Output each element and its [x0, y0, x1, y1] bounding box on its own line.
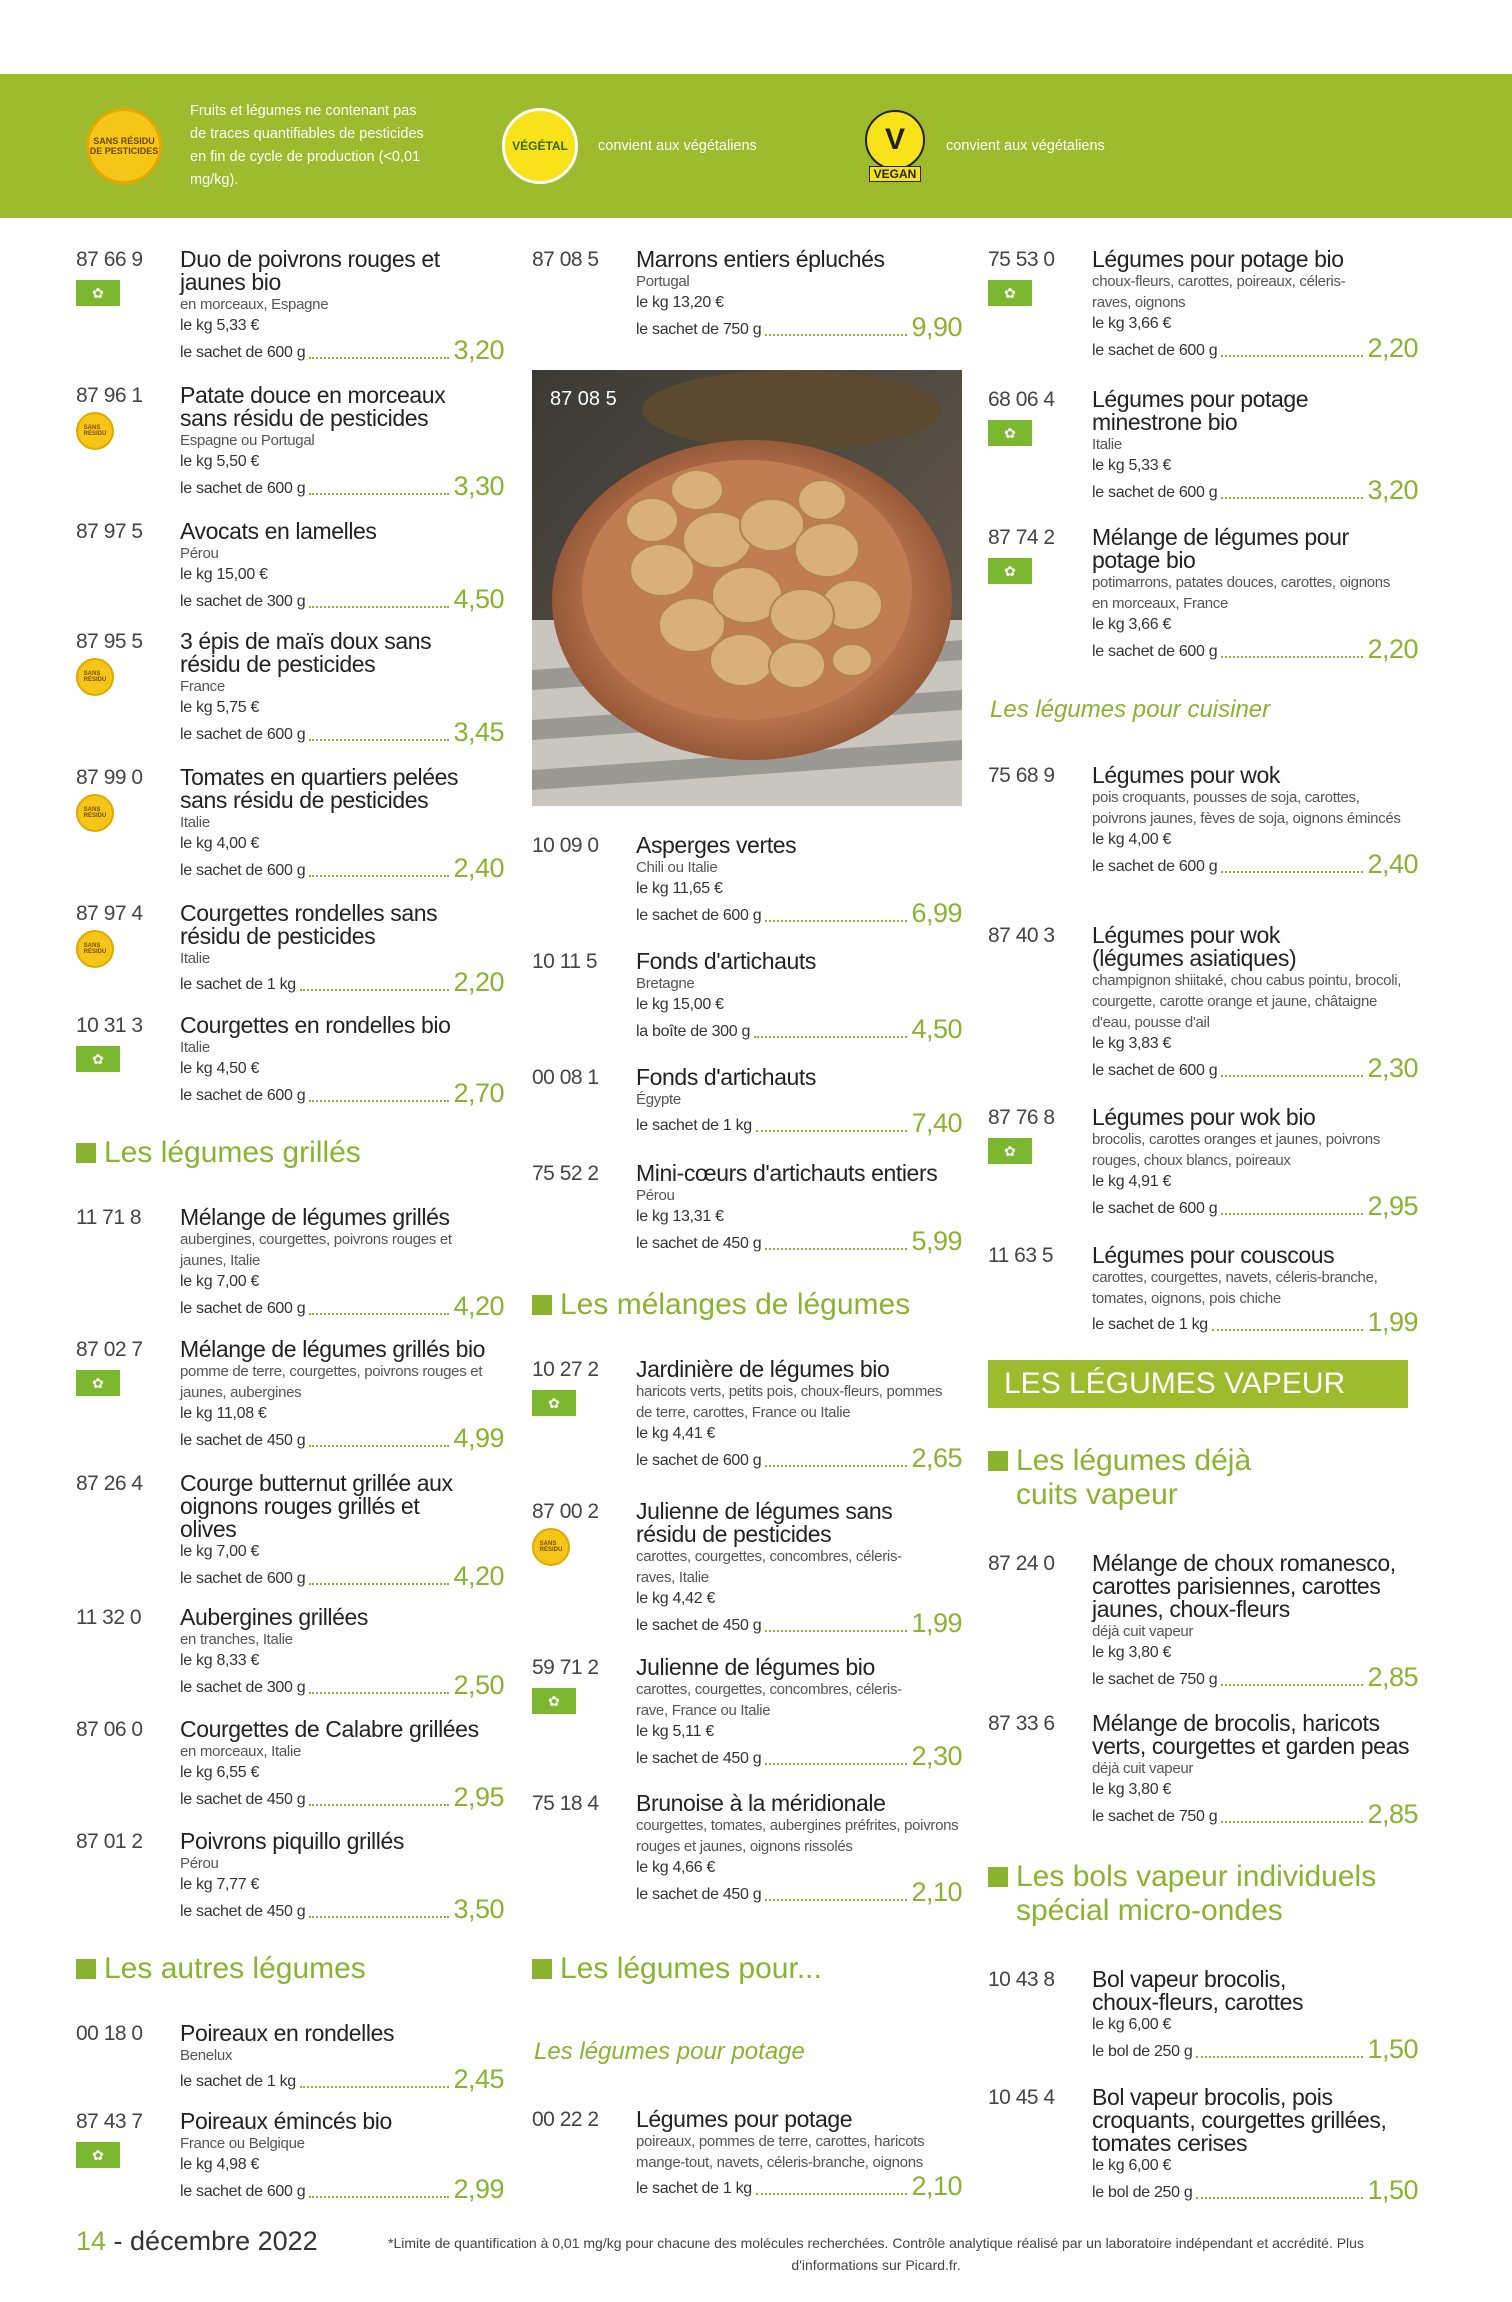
product-code: 10 09 0: [532, 834, 599, 857]
product-origin: Italie: [1092, 436, 1122, 453]
product-code: 00 18 0: [76, 2022, 143, 2045]
sans-residu-pesticides-icon: SANS RÉSIDU: [76, 794, 114, 832]
pack-size: le sachet de 750 g: [1092, 1808, 1218, 1825]
page-month: - décembre 2022: [106, 2226, 318, 2256]
price-row: [1092, 1664, 1418, 1691]
price-per-kg: le kg 4,41 €: [636, 1425, 716, 1442]
product-price: 2,99: [453, 2174, 504, 2204]
product-code: 10 43 8: [988, 1968, 1055, 1991]
product-code: 00 08 1: [532, 1066, 599, 1089]
price-per-kg: le kg 6,00 €: [1092, 2157, 1172, 2174]
vapeur-header: LES LÉGUMES VAPEUR: [988, 1360, 1408, 1408]
product-price: 2,10: [911, 2171, 962, 2201]
product-name: Poireaux émincés bio: [180, 2108, 392, 2134]
vegan-v-circle: V: [865, 110, 925, 170]
product-name: Aubergines grillées: [180, 1604, 369, 1630]
product-code: 11 71 8: [76, 1206, 142, 1229]
product-origin: courgettes, tomates, aubergines préfrites, poivrons rouges et jaunes, oignons rissolés: [636, 1817, 959, 1855]
product-price: 4,99: [453, 1423, 504, 1453]
product-price: 2,20: [1367, 634, 1418, 664]
pack-size: la boîte de 300 g: [636, 1023, 751, 1040]
product-name: Mélange de légumes grillés: [180, 1204, 450, 1230]
price-row: [636, 900, 962, 927]
product-code: 87 00 2: [532, 1500, 599, 1523]
price-row: [636, 1879, 962, 1906]
bio-leaf-icon: ✿: [532, 1390, 576, 1416]
product-code: 87 95 5: [76, 630, 143, 653]
product-price: 2,30: [911, 1741, 962, 1771]
sans-residu-pesticides-icon: SANS RÉSIDU: [76, 930, 114, 968]
product-price: 7,40: [911, 1108, 962, 1138]
pack-size: le sachet de 450 g: [636, 1750, 762, 1767]
vegan-label: VEGAN: [869, 166, 922, 182]
chestnuts-photo: [532, 370, 962, 806]
pack-size: le sachet de 450 g: [180, 1903, 306, 1920]
price-per-kg: le kg 4,00 €: [1092, 831, 1172, 848]
product-name: Tomates en quartiers pelées sans résidu de pesticides: [180, 764, 459, 813]
product-code: 10 11 5: [532, 950, 598, 973]
pack-size: le sachet de 450 g: [636, 1235, 762, 1252]
pack-size: le sachet de 600 g: [1092, 643, 1218, 660]
price-per-kg: le kg 5,33 €: [180, 317, 260, 334]
product-code: 87 24 0: [988, 1552, 1055, 1575]
product-code: 10 45 4: [988, 2086, 1055, 2109]
product-price: 1,50: [1367, 2175, 1418, 2205]
product-code: 87 66 9: [76, 248, 143, 271]
product-name: Avocats en lamelles: [180, 518, 377, 544]
price-per-kg: le kg 4,91 €: [1092, 1173, 1172, 1190]
price-per-kg: le kg 15,00 €: [180, 566, 268, 583]
product-name: Jardinière de légumes bio: [636, 1356, 890, 1382]
price-row: [636, 2173, 962, 2200]
page-number: 14: [76, 2226, 107, 2256]
product-origin: aubergines, courgettes, poivrons rouges et jaunes, Italie: [180, 1231, 452, 1269]
price-row: [636, 1110, 962, 1137]
product-origin: Pérou: [636, 1187, 675, 1204]
vegetal-legend-text: convient aux végétaliens: [598, 137, 757, 154]
pack-size: le sachet de 450 g: [180, 1432, 306, 1449]
product-name: Légumes pour potage: [636, 2106, 853, 2132]
seal-text: SANS RÉSIDU DE PESTICIDES: [89, 136, 159, 156]
product-code: 87 96 1: [76, 384, 143, 407]
price-row: [1092, 477, 1418, 504]
price-row: [636, 1228, 962, 1255]
product-price: 2,20: [453, 967, 504, 997]
price-row: [180, 586, 504, 613]
product-origin: Chili ou Italie: [636, 859, 718, 876]
price-per-kg: le kg 5,11 €: [636, 1723, 714, 1740]
pack-size: le sachet de 1 kg: [180, 976, 296, 993]
pack-size: le sachet de 1 kg: [636, 1117, 752, 1134]
product-code: 87 97 5: [76, 520, 143, 543]
product-code: 75 52 2: [532, 1162, 599, 1185]
product-name: Patate douce en morceaux sans résidu de pesticides: [180, 382, 446, 431]
price-per-kg: le kg 6,00 €: [1092, 2016, 1172, 2033]
product-code: 68 06 4: [988, 388, 1055, 411]
product-origin: Pérou: [180, 1855, 219, 1872]
product-name: Courge butternut grillée aux oignons rouges grillés et olives: [180, 1470, 453, 1542]
product-name: Mélange de légumes grillés bio: [180, 1336, 486, 1362]
product-price: 3,20: [1367, 475, 1418, 505]
price-row: [180, 2066, 504, 2093]
sans-residu-pesticides-seal-icon: [86, 108, 162, 184]
product-origin: Bretagne: [636, 975, 695, 992]
product-code: 10 27 2: [532, 1358, 599, 1381]
product-code: 87 06 0: [76, 1718, 143, 1741]
product-origin: Égypte: [636, 1091, 681, 1108]
product-price: 1,50: [1367, 2034, 1418, 2064]
subsection-potage: Les légumes pour potage: [534, 2038, 805, 2065]
product-name: Bol vapeur brocolis, pois croquants, courgettes grillées, tomates cerises: [1092, 2084, 1387, 2156]
product-name: 3 épis de maïs doux sans résidu de pesticides: [180, 628, 432, 677]
product-origin: déjà cuit vapeur: [1092, 1760, 1194, 1777]
product-name: Mini-cœurs d'artichauts entiers: [636, 1160, 938, 1186]
bio-leaf-icon: ✿: [76, 1046, 120, 1072]
section-title: Les légumes déjà cuits vapeur: [1016, 1444, 1252, 1511]
product-price: 4,20: [453, 1561, 504, 1591]
product-name: Poireaux en rondelles: [180, 2020, 395, 2046]
price-row: [1092, 1055, 1418, 1082]
product-name: Légumes pour wok (légumes asiatiques): [1092, 922, 1297, 971]
product-price: 2,65: [911, 1443, 962, 1473]
product-name: Duo de poivrons rouges et jaunes bio: [180, 246, 440, 295]
product-name: Légumes pour wok: [1092, 762, 1280, 788]
pack-size: le sachet de 300 g: [180, 593, 306, 610]
price-row: [180, 855, 504, 882]
price-row: [1092, 2177, 1418, 2204]
product-origin: déjà cuit vapeur: [1092, 1623, 1194, 1640]
price-per-kg: le kg 8,33 €: [180, 1652, 260, 1669]
product-name: Asperges vertes: [636, 832, 797, 858]
product-price: 3,30: [453, 471, 504, 501]
sans-residu-pesticides-icon: SANS RÉSIDU: [76, 658, 114, 696]
product-price: 2,20: [1367, 333, 1418, 363]
product-name: Bol vapeur brocolis, choux-fleurs, carottes: [1092, 1966, 1304, 2015]
pack-size: le sachet de 300 g: [180, 1679, 306, 1696]
price-per-kg: le kg 6,55 €: [180, 1764, 260, 1781]
vegan-legend-text: convient aux végétaliens: [946, 137, 1105, 154]
price-per-kg: le kg 3,83 €: [1092, 1035, 1172, 1052]
price-row: [180, 1293, 504, 1320]
product-price: 9,90: [911, 312, 962, 342]
price-per-kg: le kg 3,80 €: [1092, 1644, 1172, 1661]
price-row: [180, 2176, 504, 2203]
section-title: Les légumes pour...: [560, 1952, 822, 1985]
price-per-kg: le kg 4,50 €: [180, 1060, 260, 1077]
pack-size: le sachet de 1 kg: [1092, 1316, 1208, 1333]
product-name: Fonds d'artichauts: [636, 1064, 817, 1090]
pack-size: le bol de 250 g: [1092, 2184, 1193, 2201]
price-per-kg: le kg 13,20 €: [636, 294, 724, 311]
pack-size: le sachet de 600 g: [180, 1087, 306, 1104]
product-origin: Italie: [180, 814, 210, 831]
chestnuts-bowl-illustration: [532, 370, 962, 806]
price-per-kg: le kg 3,66 €: [1092, 315, 1172, 332]
product-origin: Pérou: [180, 545, 219, 562]
footnote: *Limite de quantification à 0,01 mg/kg pour chacune des molécules recherchées. Contrôle analytique réalisé par un laboratoire indépendant et accrédité. Plus d'informations sur Picard.fr.: [388, 2235, 1364, 2273]
product-origin: carottes, courgettes, navets, céleris-branche, tomates, oignons, pois chiche: [1092, 1269, 1378, 1307]
product-code: 75 53 0: [988, 248, 1055, 271]
product-price: 5,99: [911, 1226, 962, 1256]
pack-size: le bol de 250 g: [1092, 2043, 1193, 2060]
product-code: 11 32 0: [76, 1606, 142, 1629]
pack-size: le sachet de 1 kg: [180, 2073, 296, 2090]
section-deja-cuits: [988, 1444, 1408, 1512]
vegetal-legend: [502, 74, 757, 218]
price-row: [180, 473, 504, 500]
section-legumes-pour: [532, 1952, 822, 1986]
product-code: 87 97 4: [76, 902, 143, 925]
bio-leaf-icon: ✿: [532, 1688, 576, 1714]
pack-size: le sachet de 600 g: [180, 2183, 306, 2200]
pack-size: le sachet de 600 g: [1092, 1062, 1218, 1079]
product-origin: Portugal: [636, 273, 690, 290]
sans-residu-pesticides-icon: SANS RÉSIDU: [532, 1528, 570, 1566]
bio-leaf-icon: ✿: [76, 2142, 120, 2168]
product-price: 2,40: [453, 853, 504, 883]
product-origin: pomme de terre, courgettes, poivrons rouges et jaunes, aubergines: [180, 1363, 483, 1401]
product-origin: Espagne ou Portugal: [180, 432, 315, 449]
price-row: [180, 719, 504, 746]
product-price: 6,99: [911, 898, 962, 928]
price-row: [1092, 636, 1418, 663]
product-origin: poireaux, pommes de terre, carottes, haricots mange-tout, navets, céleris-branche, oignons: [636, 2133, 925, 2171]
pesticide-legend-text: Fruits et légumes ne contenant pas de traces quantifiables de pesticides en fin de cycle de production (<0,01 mg/kg).: [190, 103, 424, 188]
product-code: 87 40 3: [988, 924, 1055, 947]
product-name: Julienne de légumes sans résidu de pesticides: [636, 1498, 893, 1547]
sans-residu-pesticides-icon: SANS RÉSIDU: [76, 412, 114, 450]
product-code: 87 08 5: [532, 248, 599, 271]
product-origin: France: [180, 678, 225, 695]
product-origin: Italie: [180, 950, 210, 967]
product-name: Légumes pour potage minestrone bio: [1092, 386, 1309, 435]
pack-size: le sachet de 1 kg: [636, 2180, 752, 2197]
price-per-kg: le kg 7,77 €: [180, 1876, 260, 1893]
price-per-kg: le kg 5,33 €: [1092, 457, 1172, 474]
price-row: [1092, 2036, 1418, 2063]
product-code: 87 76 8: [988, 1106, 1055, 1129]
price-row: [180, 1563, 504, 1590]
price-per-kg: le kg 7,00 €: [180, 1273, 260, 1290]
product-code: 87 33 6: [988, 1712, 1055, 1735]
pack-size: le sachet de 750 g: [636, 321, 762, 338]
product-origin: potimarrons, patates douces, carottes, oignons en morceaux, France: [1092, 574, 1391, 612]
product-origin: pois croquants, pousses de soja, carottes, poivrons jaunes, fèves de soja, oignons émincés: [1092, 789, 1401, 827]
section-title: Les mélanges de légumes: [560, 1288, 911, 1321]
pack-size: le sachet de 600 g: [636, 907, 762, 924]
price-per-kg: le kg 4,66 €: [636, 1859, 716, 1876]
price-per-kg: le kg 3,80 €: [1092, 1781, 1172, 1798]
product-code: 75 18 4: [532, 1792, 599, 1815]
product-origin: Italie: [180, 1039, 210, 1056]
price-row: [1092, 1193, 1418, 1220]
vegetal-seal-icon: [502, 108, 578, 184]
product-origin: Benelux: [180, 2047, 233, 2064]
pack-size: le sachet de 600 g: [180, 480, 306, 497]
vegetal-label: VÉGÉTAL: [512, 139, 568, 153]
product-origin: haricots verts, petits pois, choux-fleurs, pommes de terre, carottes, France ou Italie: [636, 1383, 943, 1421]
section-bols-vapeur: [988, 1860, 1408, 1928]
section-title: Les bols vapeur individuels spécial micro-ondes: [1016, 1860, 1377, 1927]
section-autres-legumes: [76, 1952, 366, 1986]
product-price: 2,85: [1367, 1662, 1418, 1692]
product-price: 2,70: [453, 1078, 504, 1108]
pack-size: le sachet de 600 g: [1092, 858, 1218, 875]
product-name: Julienne de légumes bio: [636, 1654, 875, 1680]
price-per-kg: le kg 5,75 €: [180, 699, 260, 716]
price-row: [180, 1896, 504, 1923]
price-row: [1092, 335, 1418, 362]
price-row: [636, 1743, 962, 1770]
bio-leaf-icon: ✿: [76, 280, 120, 306]
product-origin: carottes, courgettes, concombres, céleris-rave, France ou Italie: [636, 1681, 902, 1719]
pack-size: le sachet de 450 g: [636, 1886, 762, 1903]
bio-leaf-icon: ✿: [988, 420, 1032, 446]
section-melanges: [532, 1288, 910, 1322]
product-code: 87 43 7: [76, 2110, 143, 2133]
pack-size: le sachet de 600 g: [1092, 484, 1218, 501]
pack-size: le sachet de 600 g: [1092, 342, 1218, 359]
product-price: 3,50: [453, 1894, 504, 1924]
price-per-kg: le kg 7,00 €: [180, 1543, 260, 1560]
price-per-kg: le kg 4,98 €: [180, 2156, 260, 2173]
product-code: 87 01 2: [76, 1830, 143, 1853]
pack-size: le sachet de 600 g: [1092, 1200, 1218, 1217]
product-name: Mélange de brocolis, haricots verts, courgettes et garden peas: [1092, 1710, 1410, 1759]
pack-size: le sachet de 600 g: [636, 1452, 762, 1469]
product-name: Courgettes de Calabre grillées: [180, 1716, 479, 1742]
product-name: Légumes pour couscous: [1092, 1242, 1335, 1268]
section-title: Les légumes grillés: [104, 1136, 361, 1169]
section-title: Les autres légumes: [104, 1952, 366, 1985]
price-row: [636, 314, 962, 341]
product-code: 87 74 2: [988, 526, 1055, 549]
product-origin: carottes, courgettes, concombres, céleris-raves, Italie: [636, 1548, 902, 1586]
price-per-kg: le kg 11,08 €: [180, 1405, 267, 1422]
product-price: 2,95: [1367, 1191, 1418, 1221]
product-name: Courgettes en rondelles bio: [180, 1012, 451, 1038]
product-code: 11 63 5: [988, 1244, 1054, 1267]
product-code: 87 99 0: [76, 766, 143, 789]
product-price: 2,50: [453, 1670, 504, 1700]
price-row: [180, 1672, 504, 1699]
product-name: Poivrons piquillo grillés: [180, 1828, 404, 1854]
subsection-cuisiner: Les légumes pour cuisiner: [990, 696, 1271, 723]
bio-leaf-icon: ✿: [76, 1370, 120, 1396]
bio-leaf-icon: ✿: [988, 280, 1032, 306]
product-price: 3,45: [453, 717, 504, 747]
price-row: [180, 1784, 504, 1811]
product-name: Marrons entiers épluchés: [636, 246, 885, 272]
price-per-kg: le kg 4,42 €: [636, 1590, 716, 1607]
product-origin: en morceaux, Espagne: [180, 296, 329, 313]
product-price: 2,85: [1367, 1799, 1418, 1829]
product-price: 1,99: [911, 1608, 962, 1638]
product-price: 1,99: [1367, 1307, 1418, 1337]
vegan-legend: [862, 74, 1105, 218]
price-row: [1092, 1309, 1418, 1336]
price-per-kg: le kg 11,65 €: [636, 880, 723, 897]
price-per-kg: le kg 4,00 €: [180, 835, 260, 852]
pack-size: le sachet de 750 g: [1092, 1671, 1218, 1688]
product-name: Fonds d'artichauts: [636, 948, 817, 974]
product-origin: choux-fleurs, carottes, poireaux, céleris-raves, oignons: [1092, 273, 1346, 311]
price-per-kg: le kg 15,00 €: [636, 996, 724, 1013]
product-code: 75 68 9: [988, 764, 1055, 787]
price-per-kg: le kg 3,66 €: [1092, 616, 1172, 633]
product-code: 00 22 2: [532, 2108, 599, 2131]
price-row: [1092, 851, 1418, 878]
price-row: [180, 337, 504, 364]
price-per-kg: le kg 5,50 €: [180, 453, 260, 470]
price-per-kg: le kg 13,31 €: [636, 1208, 724, 1225]
product-code: 10 31 3: [76, 1014, 143, 1037]
pack-size: le sachet de 600 g: [180, 862, 306, 879]
legend-banner: [0, 74, 1512, 218]
product-name: Brunoise à la méridionale: [636, 1790, 886, 1816]
pack-size: le sachet de 600 g: [180, 1300, 306, 1317]
pack-size: le sachet de 450 g: [636, 1617, 762, 1634]
pesticide-legend: [86, 74, 430, 218]
price-row: [180, 1080, 504, 1107]
pack-size: le sachet de 600 g: [180, 344, 306, 361]
pack-size: le sachet de 450 g: [180, 1791, 306, 1808]
product-code: 87 02 7: [76, 1338, 143, 1361]
product-price: 2,30: [1367, 1053, 1418, 1083]
product-origin: brocolis, carottes oranges et jaunes, poivrons rouges, choux blancs, poireaux: [1092, 1131, 1381, 1169]
product-code: 59 71 2: [532, 1656, 599, 1679]
product-price: 2,40: [1367, 849, 1418, 879]
product-price: 2,45: [453, 2064, 504, 2094]
page-footer: [76, 2226, 318, 2257]
product-price: 3,20: [453, 335, 504, 365]
product-origin: en tranches, Italie: [180, 1631, 293, 1648]
product-price: 4,50: [911, 1014, 962, 1044]
price-row: [180, 969, 504, 996]
price-row: [1092, 1801, 1418, 1828]
product-origin: France ou Belgique: [180, 2135, 305, 2152]
vegan-v-icon: [862, 106, 928, 186]
bio-leaf-icon: ✿: [988, 558, 1032, 584]
product-price: 2,10: [911, 1877, 962, 1907]
product-name: Mélange de légumes pour potage bio: [1092, 524, 1349, 573]
product-price: 4,50: [453, 584, 504, 614]
product-origin: en morceaux, Italie: [180, 1743, 302, 1760]
section-legumes-grilles: [76, 1136, 361, 1170]
product-name: Légumes pour potage bio: [1092, 246, 1344, 272]
product-origin: champignon shiitaké, chou cabus pointu, brocoli, courgette, carotte orange et jaune, châtaigne d'eau, pousse d'ail: [1092, 972, 1402, 1031]
product-name: Légumes pour wok bio: [1092, 1104, 1316, 1130]
product-price: 4,20: [453, 1291, 504, 1321]
product-price: 2,95: [453, 1782, 504, 1812]
pack-size: le sachet de 600 g: [180, 726, 306, 743]
product-name: Courgettes rondelles sans résidu de pesticides: [180, 900, 438, 949]
price-row: [636, 1445, 962, 1472]
photo-product-code: 87 08 5: [550, 388, 617, 410]
bio-leaf-icon: ✿: [988, 1138, 1032, 1164]
product-code: 87 26 4: [76, 1472, 143, 1495]
price-row: [636, 1016, 962, 1043]
price-row: [180, 1425, 504, 1452]
pack-size: le sachet de 600 g: [180, 1570, 306, 1587]
product-name: Mélange de choux romanesco, carottes parisiennes, carottes jaunes, choux-fleurs: [1092, 1550, 1396, 1622]
price-row: [636, 1610, 962, 1637]
